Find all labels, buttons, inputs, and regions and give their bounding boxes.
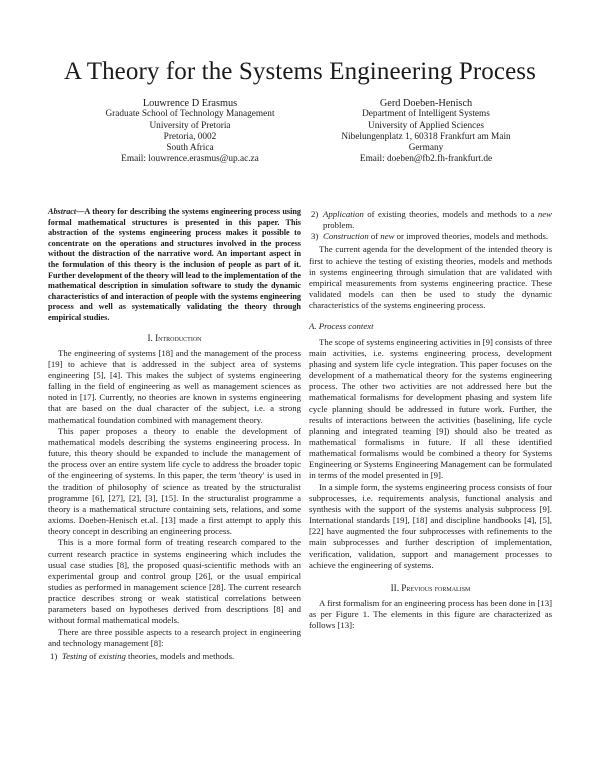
author-country: Germany	[408, 143, 444, 154]
abstract-label: Abstract	[48, 207, 77, 216]
aspect-list	[48, 651, 301, 662]
paragraph: The engineering of systems [18] and the management of the process [19] to achieve that is addressed in the subject area of systems engineering [5], [4]. This makes the subject of systems engineering falling in the field of engineering as well as management sciences as noted in [17]. Currently, no theories are known in systems engineering that are based on the dual character of the subject, i.e. a strong mathematical foundation combined with management theory.	[48, 347, 301, 425]
abstract-text: —A theory for describing the systems engineering process using formal mathematical structures is presented in this paper. This abstraction of the systems engineering process makes it possible to concentrate on the operations and structures involved in the process without the distraction of the narrative word. An important aspect in the formulation of this theory is the inclusion of people as part of it. Further development of the theory will lead to the implementation of the mathematical description in simulation software to study the dynamic characteristics of and interaction of people with the systems engineering process and well as systematically validating the theory through empirical studies.	[48, 207, 301, 322]
paragraph: This is a more formal form of treating research compared to the current research practice in systems engineering which includes the usual case studies [8], the proposed quasi-scientific methods with an experimental group and control group [26], or the usual empirical studies as performed in management science [28]. The current research practice describes strong or weak statistical correlations between parameters based on hypotheses derived from descriptions [8] and without formal mathematical models.	[48, 537, 301, 626]
list-number: 1)	[50, 650, 58, 661]
section-heading-previous-formalism: II. Previous formalism	[390, 582, 471, 593]
author-email: Email: doeben@fb2.fh-frankfurt.de	[359, 154, 493, 165]
list-emphasis: Testing	[62, 650, 87, 661]
list-text: or improved theories, models and methods.	[394, 231, 549, 242]
author-email: Email: louwrence.erasmus@up.ac.za	[121, 154, 259, 165]
author-name: Louwrence D Erasmus	[142, 98, 238, 109]
author-affiliation: University of Applied Sciences	[368, 120, 484, 131]
list-item	[48, 651, 301, 662]
left-column	[48, 207, 301, 664]
list-emphasis: new	[537, 209, 552, 219]
paper-title: A Theory for the Systems Engineering Process	[64, 58, 536, 85]
author-name: Gerd Doeben-Henisch	[379, 98, 473, 109]
author-affiliation: Department of Intelligent Systems	[362, 109, 490, 120]
paragraph: In a simple form, the systems engineering process consists of four subprocesses, i.e. requirements analysis, functional analysis and synthesis with the support of the systems analysis subprocess [9]. International standards [19], [18] and discipline handbooks [4], [5], [22] have augmented the four subprocesses with refinements to the main subprocesses and further description of implementation, verification, validation, support and management processes to achieve the engineering of systems.	[309, 481, 552, 570]
list-text: of	[368, 231, 381, 242]
author-affiliation: University of Pretoria	[149, 120, 231, 131]
paragraph: There are three possible aspects to a research project in engineering and technology management [8]:	[48, 626, 301, 648]
list-emphasis: existing	[98, 650, 126, 661]
list-text: problem.	[323, 220, 355, 231]
paragraph: A first formalism for an engineering process has been done in [13] as per Figure 1. The elements in this figure are characterized as follows [13]:	[309, 598, 552, 631]
paragraph: The current agenda for the development of the intended theory is first to achieve the testing of existing theories, models and methods in systems engineering through simulation that are validated with empirical measurements from systems engineering practice. These validated models can then be used to study the dynamic characteristics of the systems engineering process.	[309, 244, 552, 311]
aspect-list-continued	[309, 209, 552, 242]
list-item	[309, 231, 552, 242]
right-column	[309, 209, 552, 631]
list-emphasis: new	[380, 231, 395, 242]
list-emphasis: Construction	[323, 231, 369, 242]
paragraph: The scope of systems engineering activities in [9] consists of three main activities, i.e. systems engineering process, development phasing and system life cycle integration. This paper focuses on the development of a mathematical theory for the systems engineering process. The other two activities are not addressed here but the mathematical formalisms for development phasing and system life cycle planning should be addressed in future work. Further, the results of interactions between the activities (baselining, life cycle planning and integrated teaming [9]) should also be treated as mathematical formalisms in future. If all these identified mathematical formalisms would be combined a theory for Systems Engineering or Systems Engineering Management can be formulated in terms of the model presented in [9].	[309, 336, 552, 481]
author-address: Nibelungenplatz 1, 60318 Frankfurt am Main	[341, 131, 511, 142]
section-heading-introduction: I. Introduction	[147, 332, 202, 343]
abstract	[48, 207, 301, 324]
list-number: 3)	[311, 231, 319, 242]
author-block-1	[70, 98, 310, 166]
list-text: theories, models and methods.	[125, 650, 235, 661]
paragraph: This paper proposes a theory to enable the development of mathematical models describing the systems engineering process. In future, this theory should be expanded to include the management of the process over an entire system life cycle to address the broader topic of the engineering of systems. In this paper, the term 'theory' is used in the tradition of philosophy of science as treated by the structuralist programme [6], [27], [2], [3], [15]. In the structuralist programme a theory is a mathematical structure containing sets, relations, and some axioms. Doeben-Henisch et.al. [13] made a first attempt to apply this theory concept in describing an engineering process.	[48, 425, 301, 537]
author-country: South Africa	[166, 143, 214, 154]
author-address: Pretoria, 0002	[163, 131, 217, 142]
subsection-heading-process-context: A. Process context	[309, 321, 374, 332]
author-affiliation: Graduate School of Technology Management	[105, 109, 275, 120]
list-text: of existing theories, models and methods to a	[363, 209, 538, 219]
list-number: 2)	[311, 209, 319, 219]
list-text: of	[86, 650, 99, 661]
list-emphasis: Application	[323, 209, 364, 219]
list-item	[309, 209, 552, 231]
author-block-2	[300, 98, 552, 166]
